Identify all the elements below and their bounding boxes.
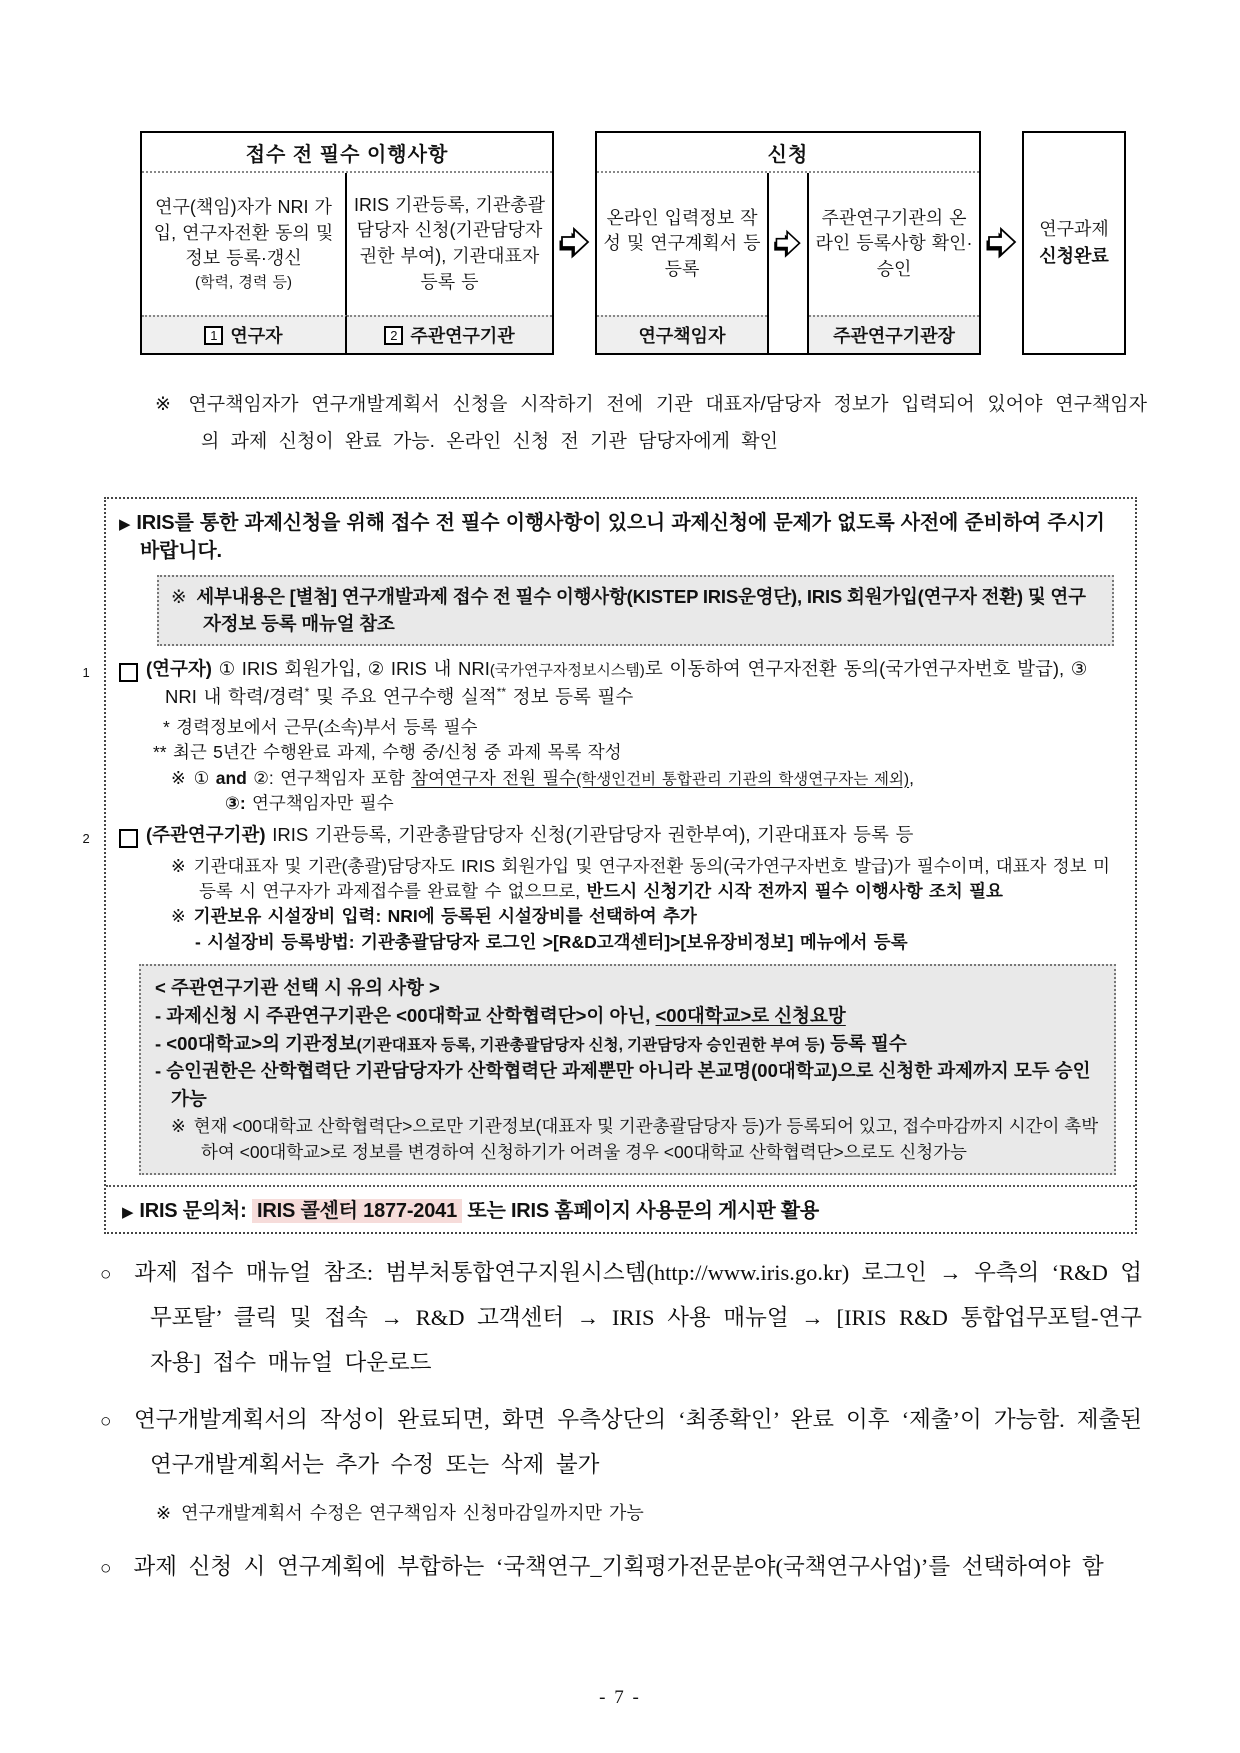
- bullet-research-field: [100, 1544, 1142, 1589]
- flowchart-box-application: [595, 131, 981, 355]
- contact-pre: IRIS 문의처:: [139, 1200, 252, 1223]
- circle-bullet-icon: ○: [100, 1264, 113, 1285]
- section-host-org-body: IRIS 기관등록, 기관총괄담당자 신청(기관담당자 권한부여), 기관대표자 등록 등: [272, 824, 914, 846]
- apply-footer-pi: [597, 315, 767, 353]
- flowchart-note: [155, 386, 1147, 460]
- prereq-footer-researcher-label: 연구자: [230, 326, 283, 346]
- prereq-researcher-subtext: (학력, 경력 등): [195, 273, 292, 291]
- flowchart-note-text: 연구책임자가 연구개발계획서 신청을 시작하기 전에 기관 대표자/담당자 정보가 입력되어 있어야 연구책임자의 과제 신청이 완료 가능. 온라인 신청 전 기관 담당자에게 확인: [188, 394, 1148, 453]
- prereq-footer-org: [347, 315, 552, 353]
- notice-intro-text: IRIS를 통한 과제신청을 위해 접수 전 필수 이행사항이 있으니 과제신청에 문제가 없도록 사전에 준비하여 주시기 바랍니다.: [136, 512, 1105, 563]
- caution-item-3: - 승인권한은 산학협력단 기관담당자가 산학협력단 과제뿐만 아니라 본교명(00대학교)으로 신청한 과제까지 모두 승인 가능: [155, 1060, 1091, 1110]
- note3-comma: ,: [909, 767, 914, 788]
- reference-mark: ※: [171, 585, 187, 607]
- right-arrow-icon: [557, 225, 593, 261]
- apply-title: 신청: [597, 133, 979, 173]
- section-researcher-body2: 로 이동하여 연구자전환 동의(국가연구자번호 발급), ③ NRI 내 학력/경력: [165, 658, 1088, 707]
- page-number: - 7 -: [599, 1687, 641, 1708]
- iris-contact-line: [106, 1185, 1135, 1232]
- reference-mark: ※: [155, 394, 173, 415]
- contact-phone-highlight: IRIS 콜센터 1877-2041: [252, 1199, 462, 1223]
- caution-note-text: 현재 <00대학교 산학협력단>으로만 기관정보(대표자 및 기관총괄담당자 등)가 등록되어 있고, 접수마감까지 시간이 촉박하여 <00대학교>로 정보를 변경하여 신청하기가 어려울 경우 <00대학교 산학협력단>으로도 신청가능: [193, 1115, 1099, 1163]
- reference-manual-note-line: [171, 584, 1100, 638]
- double-asterisk-superscript: **: [496, 684, 507, 699]
- caution-item1-underlined: <00대학교>로 신청요망: [655, 1004, 846, 1026]
- boxed-number-2: 2: [384, 326, 403, 345]
- flow-arrow-inner: [767, 173, 809, 353]
- apply-footer-org-head: [809, 315, 979, 353]
- reference-mark: ※: [171, 1115, 186, 1136]
- researcher-footnote-4: [225, 791, 1122, 816]
- bullet-final-confirm-subnote: [156, 1499, 1142, 1528]
- researcher-footnote-3: [171, 766, 1122, 791]
- host-org-note-1: [171, 854, 1122, 905]
- triangle-bullet-icon: ▶: [119, 516, 131, 533]
- complete-line2: 신청완료: [1039, 246, 1109, 266]
- researcher-footnote-2: ** 최근 5년간 수행완료 과제, 수행 중/신청 중 과제 목록 작성: [153, 742, 622, 763]
- notice-intro: [119, 509, 1122, 566]
- prereq-org-text: IRIS 기관등록, 기관총괄담당자 신청(기관담당자 권한 부여), 기관대표자 등록 등: [353, 194, 546, 292]
- researcher-footnote-1: * 경력정보에서 근무(소속)부서 등록 필수: [163, 716, 478, 737]
- note3-circled-2: ②: 연구책임자 포함: [246, 767, 412, 788]
- host-org-note1-bold: 반드시 신청기간 시작 전까지 필수 이행사항 조치 필요: [586, 880, 1003, 901]
- bullet-final-confirm: [100, 1397, 1142, 1487]
- host-org-note1-text: 기관대표자 및 기관(총괄)담당자도 IRIS 회원가입 및 연구자전환 동의(국가연구자번호 발급)가 필수이며, 대표자 정보 미등록 시 연구자가 과제접수를 완료할 수 없으므로,: [193, 855, 1110, 901]
- application-flowchart: [140, 131, 1126, 355]
- circle-bullet-icon: ○: [100, 1557, 112, 1579]
- caution-item1-text: - 과제신청 시 주관연구기관은 <00대학교 산학협력단>이 아닌,: [155, 1004, 656, 1026]
- flow-arrow-2: [981, 131, 1022, 355]
- right-arrow-icon: [772, 228, 804, 260]
- reference-manual-note-text: 세부내용은 [별첨] 연구개발과제 접수 전 필수 이행사항(KISTEP IRIS운영단), IRIS 회원가입(연구자 전환) 및 연구자정보 등록 매뉴얼 참조: [196, 585, 1086, 634]
- reference-mark: ※: [171, 906, 186, 927]
- caution-item-1: [155, 1002, 1100, 1030]
- apply-approval-cell: [809, 173, 979, 315]
- right-arrow-icon: [984, 225, 1020, 261]
- boxed-number-1: 1: [204, 326, 223, 345]
- reference-mark: ※: [171, 767, 186, 788]
- boxed-number-2: 2: [119, 829, 138, 848]
- host-org-note-2: [171, 904, 1122, 929]
- apply-online-input-text: 온라인 입력정보 작성 및 연구계획서 등 등록: [603, 207, 761, 279]
- reference-mark: ※: [171, 855, 186, 876]
- section-researcher-body: ① IRIS 회원가입, ② IRIS 내 NRI: [218, 658, 490, 680]
- reference-mark: ※: [156, 1503, 172, 1523]
- bullet-final-confirm-subnote-text: 연구개발계획서 수정은 연구책임자 신청마감일까지만 가능: [181, 1503, 644, 1523]
- flowchart-box-complete: [1022, 131, 1126, 355]
- host-org-note-3: - 시설장비 등록방법: 기관총괄담당자 로그인 >[R&D고객센터]>[보유장비정보] 메뉴에서 등록: [195, 931, 908, 952]
- iris-notice-box: [82, 497, 1137, 1234]
- caution-title: < 주관연구기관 선택 시 유의 사항 >: [155, 977, 440, 999]
- reference-manual-note: [157, 575, 1114, 647]
- apply-approval-text: 주관연구기관의 온라인 등록사항 확인·승인: [815, 207, 973, 279]
- prereq-researcher-cell: [142, 173, 347, 315]
- triangle-bullet-icon: ▶: [122, 1204, 134, 1222]
- complete-line1: 연구과제: [1039, 219, 1109, 239]
- apply-footer-org-head-label: 주관연구기관장: [833, 326, 955, 346]
- asterisk-superscript: *: [304, 684, 310, 699]
- contact-post: 또는 IRIS 홈페이지 사용문의 게시판 활용: [462, 1200, 820, 1223]
- note3-circled-1: ①: [193, 767, 216, 788]
- section-host-org-title: (주관연구기관): [146, 824, 266, 846]
- prereq-footer-researcher: [142, 315, 347, 353]
- note3-underlined: 참여연구자 전원 필수: [411, 767, 577, 788]
- apply-footer-pi-label: 연구책임자: [638, 326, 726, 346]
- note4-text: 연구책임자만 필수: [245, 793, 394, 813]
- note4-circled-3: ③:: [225, 793, 246, 813]
- bullet-final-confirm-text: 연구개발계획서의 작성이 완료되면, 화면 우측상단의 ‘최종확인’ 완료 이후 ‘제출’이 가능함. 제출된 연구개발계획서는 추가 수정 또는 삭제 불가: [133, 1407, 1142, 1477]
- host-org-caution-box: [139, 964, 1116, 1175]
- prereq-org-cell: [347, 173, 552, 315]
- circle-bullet-icon: ○: [100, 1411, 112, 1432]
- caution-item-2: [155, 1030, 1100, 1058]
- caution-note: [171, 1113, 1100, 1166]
- section-host-org: [82, 821, 1122, 848]
- flowchart-box-prerequisites: [140, 131, 554, 355]
- section-researcher-title: (연구자): [146, 658, 212, 680]
- section-researcher: [82, 655, 1122, 709]
- prereq-researcher-text: 연구(책임)자가 NRI 가입, 연구자전환 동의 및 정보 등록·갱신: [153, 197, 334, 269]
- section-researcher-body4: 정보 등록 필수: [506, 685, 634, 707]
- prereq-title: 접수 전 필수 이행사항: [142, 133, 552, 173]
- note3-underlined-small: (학생인건비 통합관리 기관의 학생연구자는 제외): [576, 770, 910, 788]
- boxed-number-1: 1: [119, 663, 138, 682]
- caution-item2-post: 등록 필수: [824, 1032, 907, 1054]
- host-org-note2-text: 기관보유 시설장비 입력: NRI에 등록된 시설장비를 선택하여 추가: [193, 906, 697, 927]
- caution-item2-text: - <00대학교>의 기관정보: [155, 1032, 357, 1054]
- note3-and: and: [215, 767, 247, 788]
- bullet-research-field-text: 과제 신청 시 연구계획에 부합하는 ‘국책연구_기획평가전문분야(국책연구사업)’를 선택하여야 함: [133, 1553, 1104, 1579]
- body-bullet-list: [100, 1250, 1142, 1601]
- apply-online-input-cell: [597, 173, 767, 315]
- prereq-footer-org-label: 주관연구기관: [410, 326, 515, 346]
- bullet-manual-reference-text: 과제 접수 매뉴얼 참조: 범부처통합연구지원시스템(http://www.iris.go.kr) 로그인 → 우측의 ‘R&D 업무포탈’ 클릭 및 접속 → R&D 고객센터 → IRIS 사용 매뉴얼 → [IRIS R&D 통합업무포털-연구자용] 접수 매뉴얼 다운로드: [134, 1260, 1142, 1375]
- flow-arrow-1: [554, 131, 595, 355]
- caution-item2-small: (기관대표자 등록, 기관총괄담당자 신청, 기관담당자 승인권한 부여 등): [356, 1036, 825, 1054]
- bullet-manual-reference: [100, 1250, 1142, 1385]
- nri-system-small-text: (국가연구자정보시스템): [489, 662, 645, 680]
- section-researcher-body3: 및 주요 연구수행 실적: [309, 685, 497, 707]
